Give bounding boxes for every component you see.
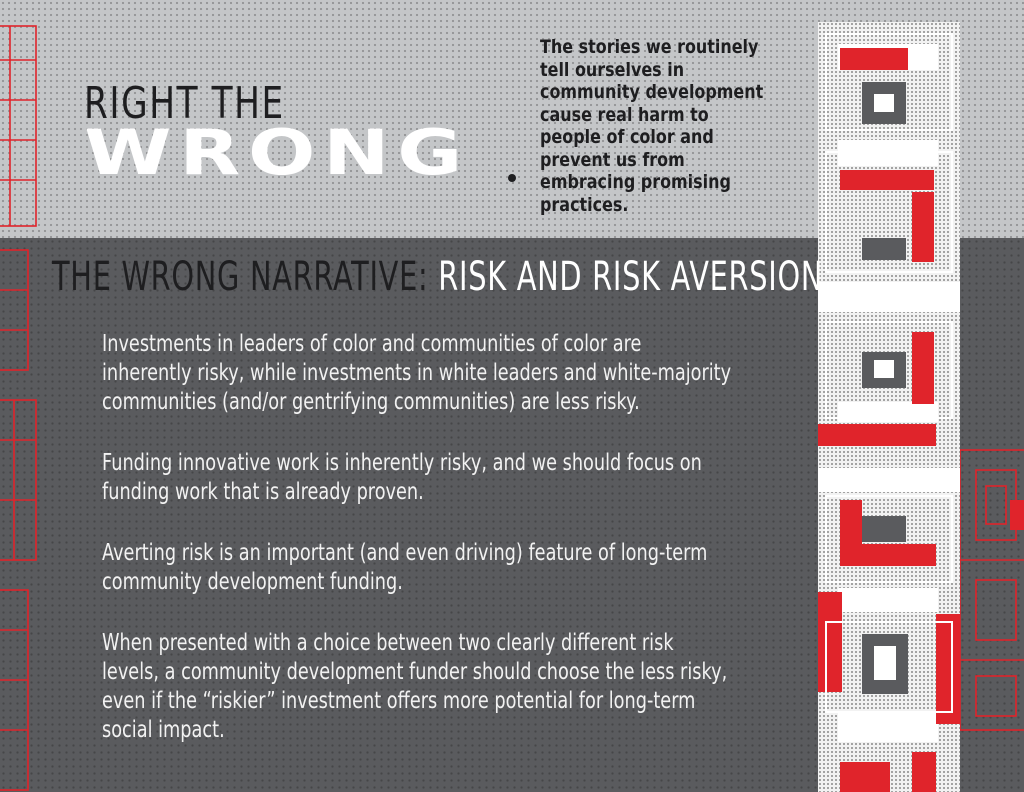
heading-part-dark: THE WRONG NARRATIVE: — [52, 254, 439, 300]
narrative-item: Funding innovative work is inherently risky, and we should focus on funding work that is already proven. — [102, 450, 702, 505]
intro-text: The stories we routinely tell ourselves in community development cause real harm to people of color and prevent us from embracing promising practices. — [540, 36, 764, 216]
narrative-list — [102, 330, 733, 777]
title-line-2: WRONG — [84, 116, 471, 189]
log-cabin-quilt-graphic — [818, 22, 960, 792]
section-heading — [52, 254, 823, 300]
narrative-item: Averting risk is an important (and even driving) feature of long-term community development funding. — [102, 540, 708, 595]
title-line-1: RIGHT THE — [84, 78, 285, 129]
right-red-line-pattern — [950, 440, 1024, 740]
narrative-item: When presented with a choice between two clearly different risk levels, a community development funder should choose the less risky, even if the “riskier” investment offers more potential for long-term social impact. — [102, 630, 728, 743]
left-red-line-pattern — [0, 0, 40, 792]
title-period — [508, 174, 516, 182]
narrative-item: Investments in leaders of color and communities of color are inherently risky, while investments in white leaders and white-majority communities (and/or gentrifying communities) are less risky. — [102, 331, 732, 415]
heading-part-light: RISK AND RISK AVERSION — [438, 254, 824, 300]
